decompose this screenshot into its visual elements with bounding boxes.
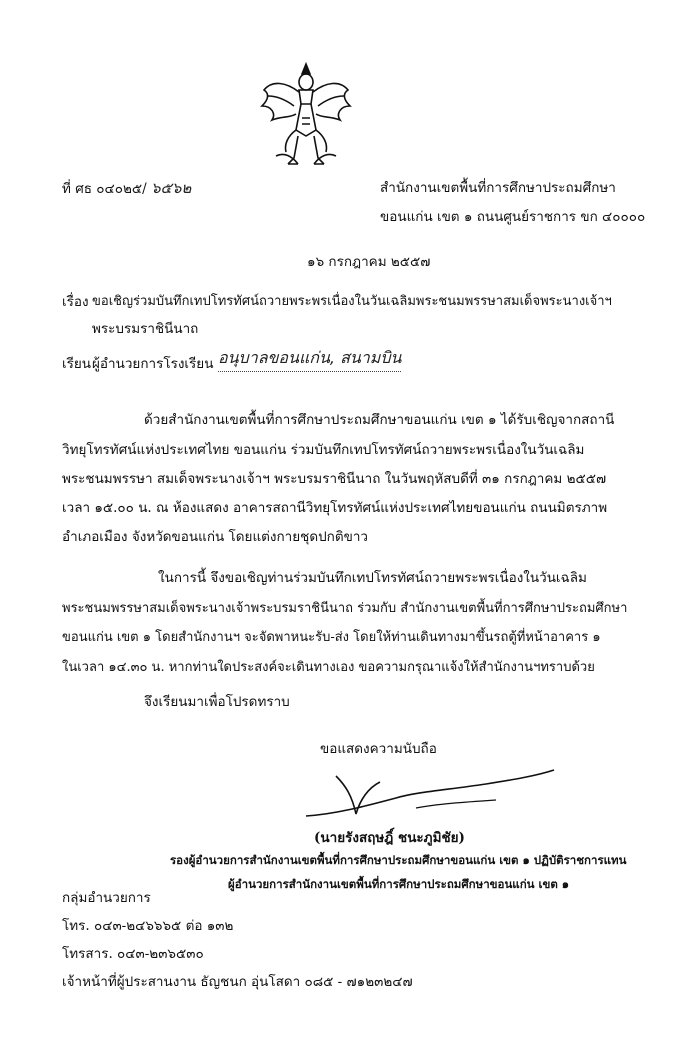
signer-name: (นายรังสฤษฎิ์ ชนะภูมิชัย) <box>314 830 465 846</box>
paragraph2-line: พระชนมพรรษาสมเด็จพระนางเจ้าพระบรมราชินีนาถ ร่วมกับ สำนักงานเขตพื้นที่การศึกษาประถมศึกษา <box>62 601 628 616</box>
subject-label: เรื่อง <box>62 294 89 310</box>
paragraph1-line: เวลา ๑๕.๐๐ น. ณ ห้องแสดง อาคารสถานีวิทยุโทรทัศน์แห่งประเทศไทยขอนแก่น ถนนมิตรภาพ <box>62 500 608 516</box>
coordinator: เจ้าหน้าที่ผู้ประสานงาน ธัญชนก อุ่นโสดา ๐๘๕ - ๗๑๒๓๒๔๗ <box>62 974 413 990</box>
subject-line1: ขอเชิญร่วมบันทึกเทปโทรทัศน์ถวายพระพรเนื่องในวันเฉลิมพระชนมพรรษาสมเด็จพระนางเจ้าฯ <box>92 294 612 309</box>
paragraph2-line: ในการนี้ จึงขอเชิญท่านร่วมบันทึกเทปโทรทัศน์ถวายพระพรเนื่องในวันเฉลิม <box>158 570 587 586</box>
recipient-text: ผู้อำนวยการโรงเรียน <box>92 356 214 372</box>
recipient-handwritten: อนุบาลขอนแก่น, สนามบิน <box>218 346 401 372</box>
paragraph2-line: ในเวลา ๑๔.๓๐ น. หากท่านใดประสงค์จะเดินทางเอง ขอความกรุณาแจ้งให้สำนักงานฯทราบด้วย <box>62 660 595 675</box>
signer-title-line1: รองผู้อำนวยการสำนักงานเขตพื้นที่การศึกษาประถมศึกษาขอนแก่น เขต ๑ ปฏิบัติราชการแทน <box>170 853 627 867</box>
document-number-handwritten: ๖๕๖๒ <box>150 179 192 197</box>
office-address-line1: สำนักงานเขตพื้นที่การศึกษาประถมศึกษา <box>380 180 616 196</box>
office-address-line2: ขอนแก่น เขต ๑ ถนนศูนย์ราชการ ขก ๔๐๐๐๐ <box>380 209 646 225</box>
fax: โทรสาร. ๐๔๓-๒๓๖๕๓๐ <box>62 946 204 962</box>
paragraph2-line: ขอนแก่น เขต ๑ โดยสำนักงานฯ จะจัดพาหนะรับ-ส่ง โดยให้ท่านเดินทางมาขึ้นรถตู้ที่หน้าอาคาร ๑ <box>62 630 601 645</box>
paragraph1-line: พระชนมพรรษา สมเด็จพระนางเจ้าฯ พระบรมราชินีนาถ ในวันพฤหัสบดีที่ ๓๑ กรกฎาคม ๒๕๕๗ <box>62 471 607 487</box>
paragraph1-line: วิทยุโทรทัศน์แห่งประเทศไทย ขอนแก่น ร่วมบันทึกเทปโทรทัศน์ถวายพระพรเนื่องในวันเฉลิม <box>62 442 585 458</box>
closing-salutation: ขอแสดงความนับถือ <box>320 741 437 757</box>
document-date: ๑๖ กรกฎาคม ๒๕๕๗ <box>307 254 431 270</box>
recipient-label: เรียน <box>62 356 92 372</box>
signer-title-line2: ผู้อำนวยการสำนักงานเขตพื้นที่การศึกษาประถมศึกษาขอนแก่น เขต ๑ <box>228 877 570 891</box>
subject-line2: พระบรมราชินีนาถ <box>92 321 199 337</box>
phone: โทร. ๐๔๓-๒๔๖๖๖๕ ต่อ ๑๓๒ <box>62 918 234 934</box>
handwritten-signature <box>296 756 560 826</box>
paragraph1-line: อำเภอเมือง จังหวัดขอนแก่น โดยแต่งกายชุดปกติขาว <box>62 529 369 545</box>
department: กลุ่มอำนวยการ <box>62 890 151 906</box>
garuda-emblem <box>258 60 354 172</box>
paragraph1-line: ด้วยสำนักงานเขตพื้นที่การศึกษาประถมศึกษาขอนแก่น เขต ๑ ได้รับเชิญจากสถานี <box>144 412 615 428</box>
document-number: ที่ ศธ ๐๔๐๒๕/ ๖๕๖๒ <box>62 179 192 197</box>
closing-request: จึงเรียนมาเพื่อโปรดทราบ <box>144 694 290 710</box>
